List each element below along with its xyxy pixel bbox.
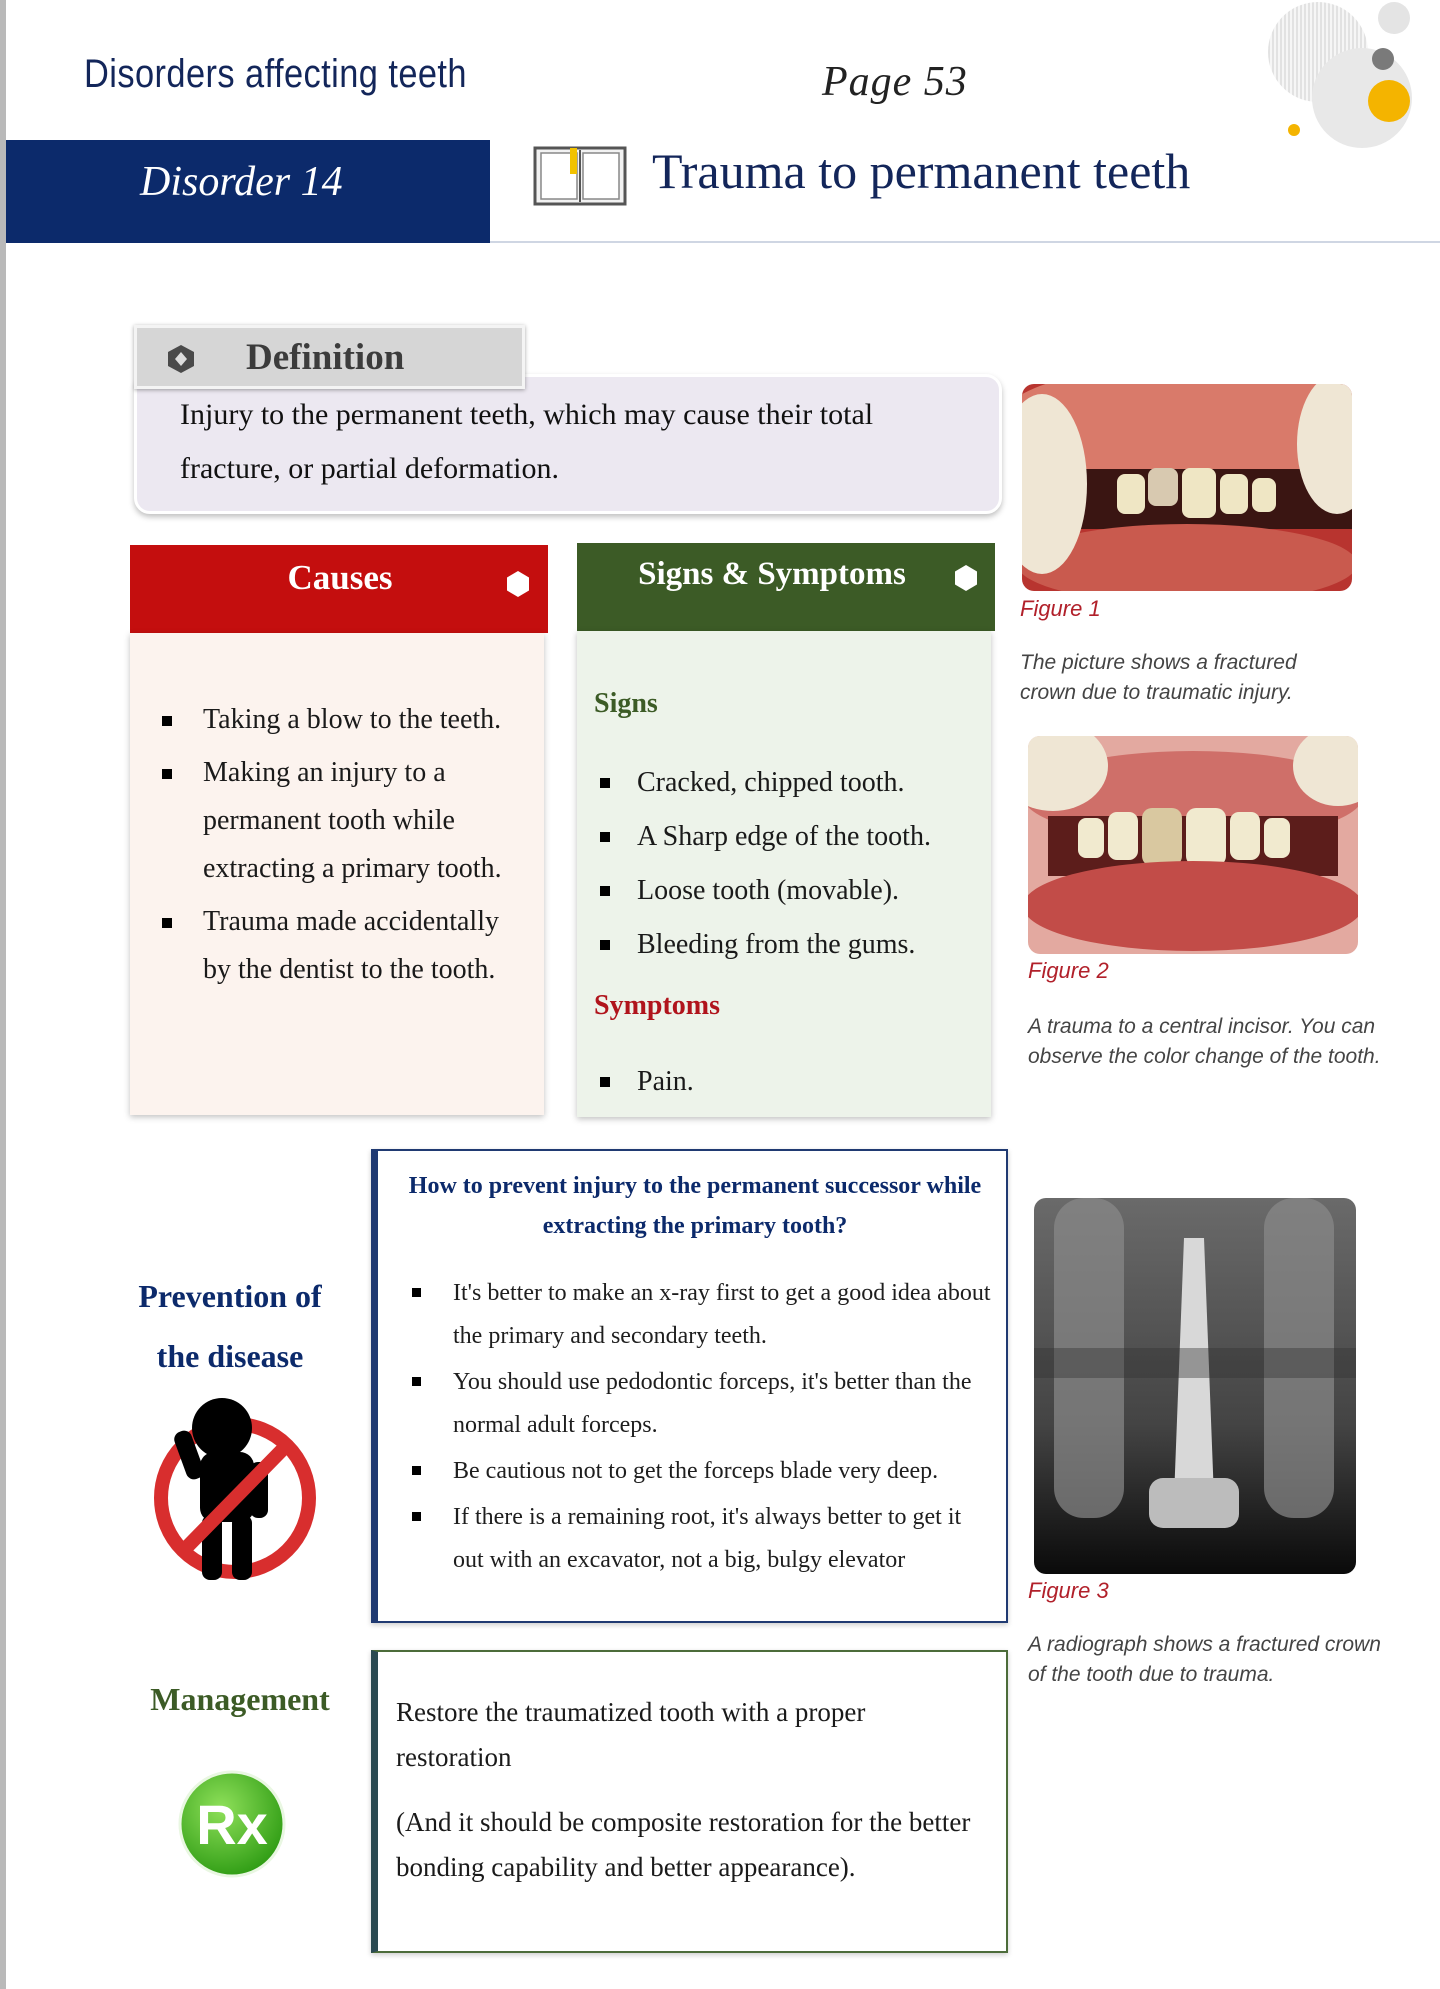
figure-1-image [1022,384,1352,591]
page-title: Trauma to permanent teeth [652,143,1191,199]
prevention-question: How to prevent injury to the permanent successor while extracting the primary tooth? [408,1173,982,1239]
figure-2-caption: A trauma to a central incisor. You can observe the color change of the tooth. [1028,1015,1381,1068]
figure-3-label: Figure 3 [1028,1578,1109,1603]
figure-1-caption: The picture shows a fractured crown due to traumatic injury. [1020,651,1297,704]
list-item: Trauma made accidentally by the dentist to the tooth. [160,898,530,994]
signs-heading: Signs [594,688,658,719]
hexagon-icon [166,344,196,374]
symptoms-heading: Symptoms [594,990,721,1021]
list-item: Bleeding from the gums. [600,918,980,972]
disorder-label: Disorder 14 [140,159,343,205]
causes-list [160,696,530,999]
figure-2-image [1028,736,1358,954]
list-item: If there is a remaining root, it's always better to get it out with an excavator, not a big, bulgy elevator [412,1496,992,1582]
prevention-title [120,1266,340,1386]
prohibited-person-icon [150,1390,320,1594]
list-item: Cracked, chipped tooth. [600,756,980,810]
list-item: A Sharp edge of the tooth. [600,810,980,864]
prevention-list [412,1272,992,1585]
figure-3-caption: A radiograph shows a fractured crown of the tooth due to trauma. [1028,1633,1381,1686]
list-item: It's better to make an x-ray first to get a good idea about the primary and secondary teeth. [412,1272,992,1358]
list-item: Loose tooth (movable). [600,864,980,918]
signs-title: Signs & Symptoms [638,556,906,592]
list-item: Making an injury to a permanent tooth while extracting a primary tooth. [160,749,530,893]
symptoms-list [600,1055,980,1109]
section-title: Disorders affecting teeth [84,52,467,96]
rx-icon-letters: Rx [196,1793,268,1856]
prevention-title-line1: Prevention of [138,1278,322,1314]
signs-list [600,756,980,972]
page-left-rail [0,0,6,1989]
figure-1-label: Figure 1 [1020,596,1101,621]
book-icon [532,144,628,208]
list-item: Taking a blow to the teeth. [160,696,530,744]
list-item: You should use pedodontic forceps, it's better than the normal adult forceps. [412,1361,992,1447]
definition-text: Injury to the permanent teeth, which may cause their total fracture, or partial deformation. [180,398,874,485]
definition-heading: Definition [246,337,405,378]
rx-icon [178,1770,286,1878]
page-number: Page 53 [822,59,968,105]
management-note: (And it should be composite restoration for the better bonding capability and better appearance). [396,1807,971,1882]
figure-2-label: Figure 2 [1028,958,1109,983]
causes-title: Causes [287,558,393,597]
list-item: Pain. [600,1055,980,1109]
prevention-title-line2: the disease [156,1338,304,1374]
list-item: Be cautious not to get the forceps blade very deep. [412,1450,992,1493]
management-text: Restore the traumatized tooth with a proper restoration [396,1697,866,1772]
figure-3-radiograph [1034,1198,1356,1574]
header-divider [490,241,1440,243]
management-title: Management [150,1681,330,1717]
